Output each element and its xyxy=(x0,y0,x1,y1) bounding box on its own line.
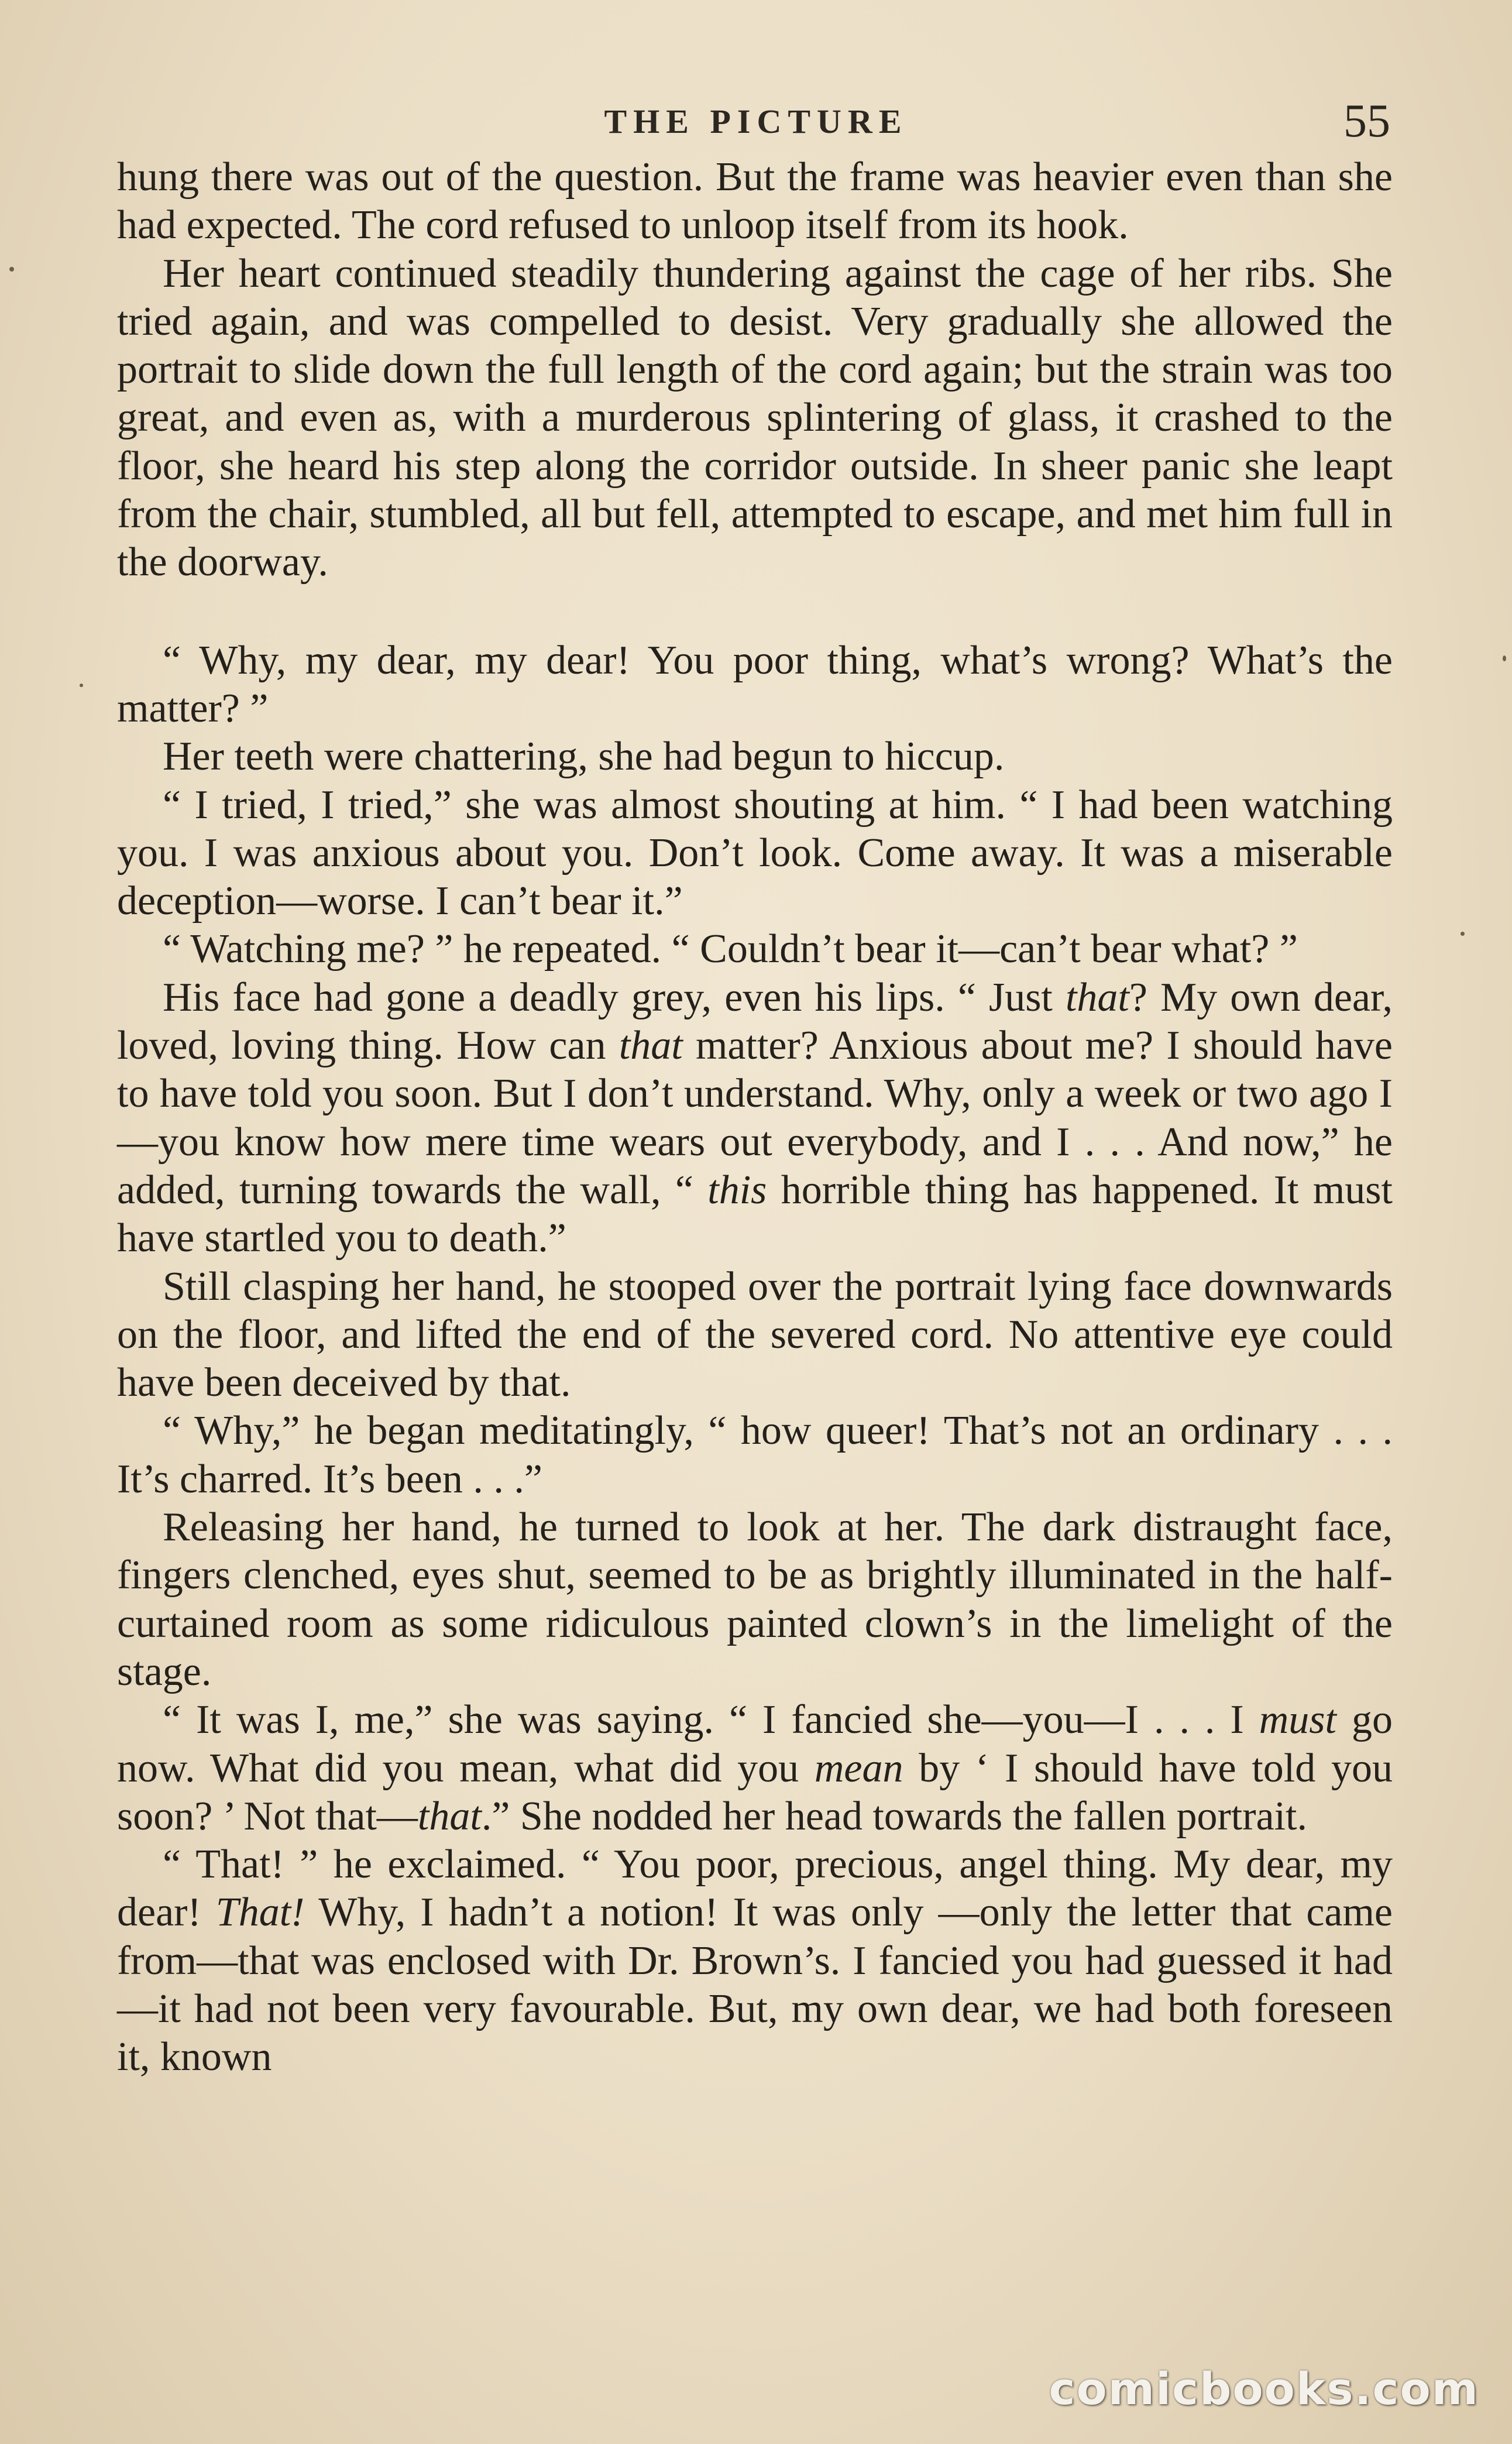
paragraph xyxy=(117,974,1393,1263)
text-run: His face had gone a deadly grey, even his lips. “ Just xyxy=(163,974,1066,1020)
paragraph: Her heart continued steadily thundering against the cage of her ribs. She tried again, and was compelled to desist. Very gradually she allowed the portrait to slide down the full length of the cord again; but the strain was too great, and even as, with a murderous splintering of glass, it crashed to the floor, she heard his step along the corridor outside. In sheer panic she leapt from the chair, stumbled, all but fell, attempted to escape, and met him full in the doorway. xyxy=(117,250,1393,585)
paragraph: “ Watching me? ” he repeated. “ Couldn’t bear it—can’t bear what? ” xyxy=(163,926,1298,972)
paragraph: hung there was out of the question. But the frame was heavier even than she had expected. The cord refused to unloop itself from its hook. xyxy=(117,155,1393,248)
running-title: THE PICTURE xyxy=(604,102,908,140)
emphasis: that xyxy=(618,1023,683,1069)
paper-speck xyxy=(1461,932,1465,936)
paragraph: “ I tried, I tried,” she was almost shouting at him. “ I had been watching you. I was anxious about you. Don’t look. Come away. It was a miserable deception—worse. I can’t bear it.” xyxy=(117,782,1393,924)
text-run: Why, I hadn’t a notion! It was only —only the letter that came from—that was enclosed with Dr. Brown’s. I fancied you had guessed it had—it had not been very favourable. But, my own dear, we had both foreseen it, known xyxy=(117,1890,1393,2080)
paragraph: “ Why,” he began meditatingly, “ how queer! That’s not an ordinary . . . It’s charred. It’s been . . .” xyxy=(117,1408,1393,1502)
paragraph xyxy=(117,1841,1393,2081)
text-run: ? My own dear, loved, loving thing. How can xyxy=(117,974,1393,1069)
section-break xyxy=(117,587,1393,637)
text-run: go now. What did you mean, what did you xyxy=(117,1697,1393,1791)
paper-speck xyxy=(1503,655,1506,661)
paragraph xyxy=(117,1696,1393,1841)
paragraph: “ Why, my dear, my dear! You poor thing, what’s wrong? What’s the matter? ” xyxy=(117,637,1393,731)
text-run: “ That! ” he exclaimed. “ You poor, precious, angel thing. My dear, my dear! xyxy=(117,1842,1393,1935)
page-number: 55 xyxy=(1343,95,1390,147)
text-run: matter? Anxious about me? I should have to have told you soon. But I don’t understand. Why, only a week or two ago I—you know how mere time wears out everybody, and I . . . And now,” he added, turning towards the wall, “ xyxy=(117,1023,1393,1213)
running-head xyxy=(0,95,1512,151)
emphasis: must xyxy=(1259,1697,1336,1743)
emphasis: this xyxy=(707,1167,767,1213)
body-text xyxy=(117,153,1393,2082)
text-run: “ It was I, me,” she was saying. “ I fancied she—you—I . . . I xyxy=(163,1697,1259,1743)
text-run: horrible thing has happened. It must have startled you to death.” xyxy=(117,1167,1393,1261)
paper-speck xyxy=(9,267,14,272)
emphasis: That! xyxy=(215,1890,305,1935)
paragraph: Still clasping her hand, he stooped over the portrait lying face downwards on the floor, and lifted the end of the severed cord. No attentive eye could have been deceived by that. xyxy=(117,1264,1393,1406)
watermark-logo: comicbooks.com xyxy=(1049,2363,1479,2415)
paragraph: Releasing her hand, he turned to look at her. The dark distraught face, fingers clenched, eyes shut, seemed to be as brightly illuminated in the half-curtained room as some ridiculous painted clown’s in the limelight of the stage. xyxy=(117,1505,1393,1694)
paper-speck xyxy=(80,684,83,687)
text-run: by ‘ I should have told you soon? ’ Not that— xyxy=(117,1745,1393,1839)
emphasis: mean xyxy=(814,1745,903,1791)
text-run: .” She nodded her head towards the fallen portrait. xyxy=(481,1793,1307,1839)
paragraph: Her teeth were chattering, she had begun to hiccup. xyxy=(163,734,1005,780)
emphasis: that xyxy=(1065,974,1129,1020)
emphasis: that xyxy=(417,1793,482,1839)
